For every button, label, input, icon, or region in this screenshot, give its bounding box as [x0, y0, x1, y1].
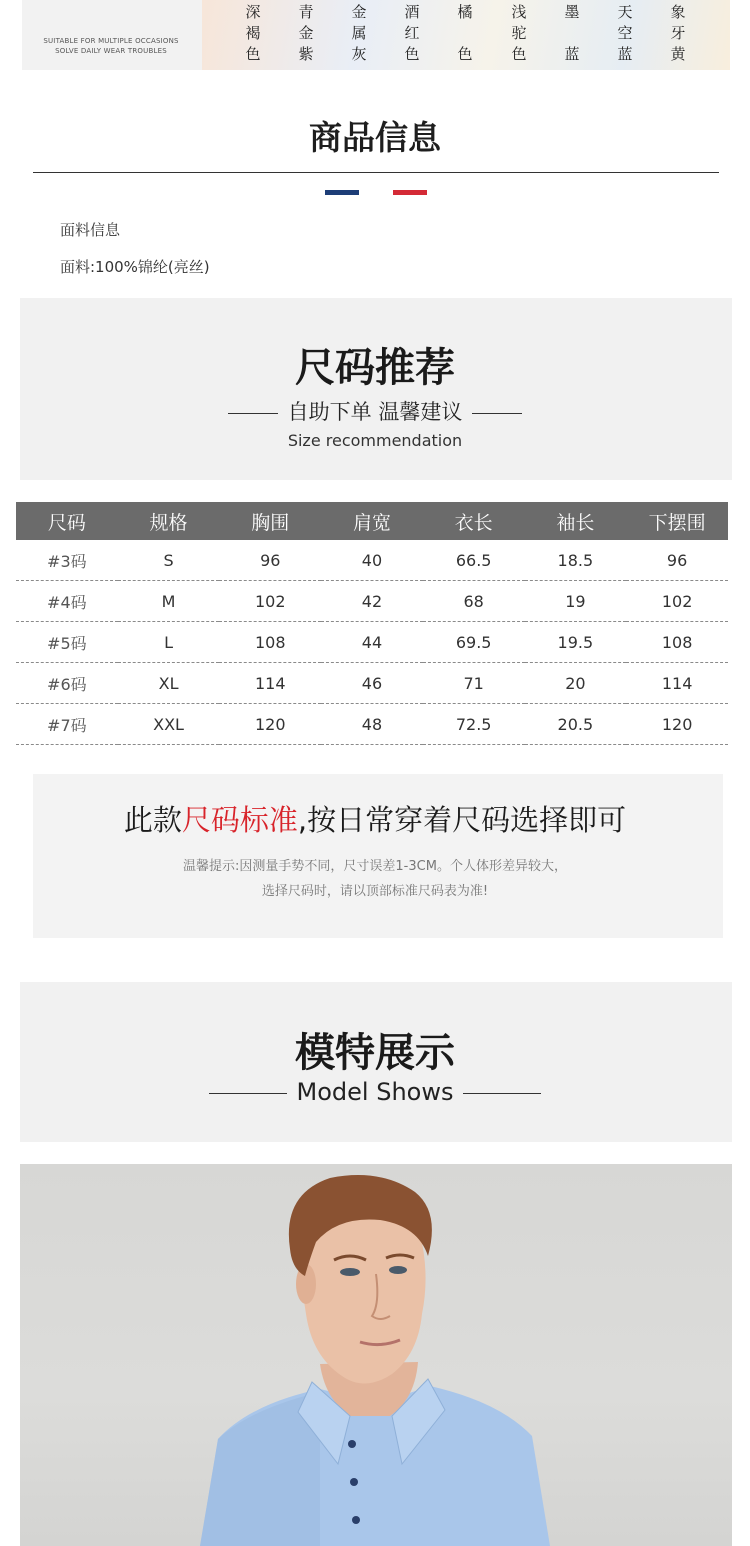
size-code-cell: #4码: [16, 581, 118, 622]
size-recommendation-english: Size recommendation: [287, 431, 463, 450]
size-code-cell: #5码: [16, 622, 118, 663]
size-value-cell: 44: [321, 622, 423, 663]
size-note-pre: 此款: [123, 803, 182, 837]
size-value-cell: 18.5: [525, 540, 627, 581]
color-name-char: 金: [298, 24, 314, 42]
color-name-char: 黄: [670, 45, 686, 63]
table-row: [16, 704, 728, 745]
color-name-8: [615, 2, 635, 65]
color-name-6: [509, 2, 529, 65]
size-value-cell: L: [118, 622, 220, 663]
size-value-cell: XL: [118, 663, 220, 704]
size-table-header-cell: 肩宽: [321, 502, 423, 540]
shirt-button: [348, 1440, 356, 1448]
product-info-title: 商品信息: [309, 118, 441, 157]
size-value-cell: 42: [321, 581, 423, 622]
table-row: [16, 540, 728, 581]
shirt-button: [352, 1516, 360, 1524]
color-name-9: [668, 2, 688, 65]
size-table: [16, 502, 728, 745]
size-value-cell: 46: [321, 663, 423, 704]
table-row: [16, 622, 728, 663]
size-value-cell: 108: [626, 622, 728, 663]
size-value-cell: 66.5: [423, 540, 525, 581]
size-value-cell: 120: [219, 704, 321, 745]
size-subtitle-text: 自助下单 温馨建议: [287, 400, 463, 424]
model-photo: [20, 1164, 732, 1546]
size-value-cell: 108: [219, 622, 321, 663]
rule-line-left: [228, 413, 278, 414]
size-table-header-cell: 尺码: [16, 502, 118, 540]
size-table-header-row: [16, 502, 728, 540]
color-name-char: 浅: [511, 3, 527, 21]
color-name-char: 橘: [457, 3, 473, 21]
color-name-char: [562, 23, 582, 44]
color-name-char: 空: [617, 24, 633, 42]
color-name-char: 蓝: [564, 45, 580, 63]
size-table-body: [16, 540, 728, 745]
color-name-char: 色: [245, 45, 261, 63]
size-value-cell: 102: [219, 581, 321, 622]
size-note-headline: [0, 798, 750, 839]
color-name-char: 蓝: [617, 45, 633, 63]
size-note-tip-line1: 温馨提示:因测量手势不同，尺寸误差1-3CM。个人体形差异较大，: [183, 859, 567, 874]
size-value-cell: 19: [525, 581, 627, 622]
size-value-cell: 96: [626, 540, 728, 581]
color-name-7: [562, 2, 582, 65]
table-row: [16, 581, 728, 622]
fabric-info-label: 面料信息: [60, 221, 121, 239]
size-value-cell: 102: [626, 581, 728, 622]
size-value-cell: M: [118, 581, 220, 622]
eye-right: [389, 1266, 407, 1274]
size-value-cell: 20: [525, 663, 627, 704]
color-name-char: [455, 23, 475, 44]
size-note-post: ,按日常穿着尺码选择即可: [297, 803, 627, 837]
color-name-char: 牙: [670, 24, 686, 42]
accent-bar-red: [393, 190, 427, 195]
size-recommendation-title: 尺码推荐: [295, 345, 455, 391]
size-value-cell: 48: [321, 704, 423, 745]
size-note-tip-line2: 选择尺码时，请以顶部标准尺码表为准!: [261, 884, 489, 899]
size-value-cell: 114: [626, 663, 728, 704]
size-recommendation-subtitle: [0, 396, 750, 426]
size-table-header-cell: 规格: [118, 502, 220, 540]
color-name-char: 象: [670, 3, 686, 21]
size-table-header-cell: 胸围: [219, 502, 321, 540]
color-name-char: 驼: [511, 24, 527, 42]
color-name-char: 红: [404, 24, 420, 42]
color-name-char: 色: [457, 45, 473, 63]
size-note-highlight: 尺码标准: [181, 803, 298, 837]
size-value-cell: 96: [219, 540, 321, 581]
color-name-1: [243, 2, 263, 65]
shirt-button: [350, 1478, 358, 1486]
table-row: [16, 663, 728, 704]
size-value-cell: 114: [219, 663, 321, 704]
size-code-cell: #7码: [16, 704, 118, 745]
section-divider: [33, 172, 719, 173]
size-table-header-cell: 袖长: [525, 502, 627, 540]
model-illustration: [20, 1164, 732, 1546]
size-value-cell: 68: [423, 581, 525, 622]
color-name-2: [296, 2, 316, 65]
rule-line-left: [209, 1093, 287, 1094]
color-name-char: 属: [351, 24, 367, 42]
accent-bar-blue: [325, 190, 359, 195]
size-code-cell: #6码: [16, 663, 118, 704]
color-name-char: 青: [298, 3, 314, 21]
color-name-4: [402, 2, 422, 65]
eye-left: [340, 1268, 360, 1276]
size-value-cell: 71: [423, 663, 525, 704]
size-table-header-cell: 衣长: [423, 502, 525, 540]
size-value-cell: 20.5: [525, 704, 627, 745]
color-name-char: 酒: [404, 3, 420, 21]
color-name-char: 墨: [564, 3, 580, 21]
color-name-5: [455, 2, 475, 65]
size-value-cell: XXL: [118, 704, 220, 745]
size-value-cell: 19.5: [525, 622, 627, 663]
color-name-char: 色: [404, 45, 420, 63]
color-name-3: [349, 2, 369, 65]
color-name-char: 褐: [245, 24, 261, 42]
model-shows-subtitle-text: Model Shows: [296, 1078, 454, 1106]
size-value-cell: 69.5: [423, 622, 525, 663]
size-value-cell: S: [118, 540, 220, 581]
strip-caption: [22, 36, 200, 56]
color-name-char: 色: [511, 45, 527, 63]
rule-line-right: [463, 1093, 541, 1094]
size-value-cell: 120: [626, 704, 728, 745]
color-name-char: 灰: [351, 45, 367, 63]
color-name-char: 天: [617, 3, 633, 21]
model-shows-subtitle: [0, 1078, 750, 1106]
strip-caption-line1: SUITABLE FOR MULTIPLE OCCASIONS: [43, 37, 179, 45]
fabric-info-value: 面料:100%锦纶(亮丝): [60, 258, 210, 276]
color-name-char: 深: [245, 3, 261, 21]
strip-caption-line2: SOLVE DAILY WEAR TROUBLES: [55, 47, 167, 55]
size-value-cell: 40: [321, 540, 423, 581]
size-table-header-cell: 下摆围: [626, 502, 728, 540]
size-value-cell: 72.5: [423, 704, 525, 745]
color-name-char: 紫: [298, 45, 314, 63]
model-shows-title: 模特展示: [295, 1030, 455, 1076]
size-code-cell: #3码: [16, 540, 118, 581]
color-name-char: 金: [351, 3, 367, 21]
rule-line-right: [472, 413, 522, 414]
